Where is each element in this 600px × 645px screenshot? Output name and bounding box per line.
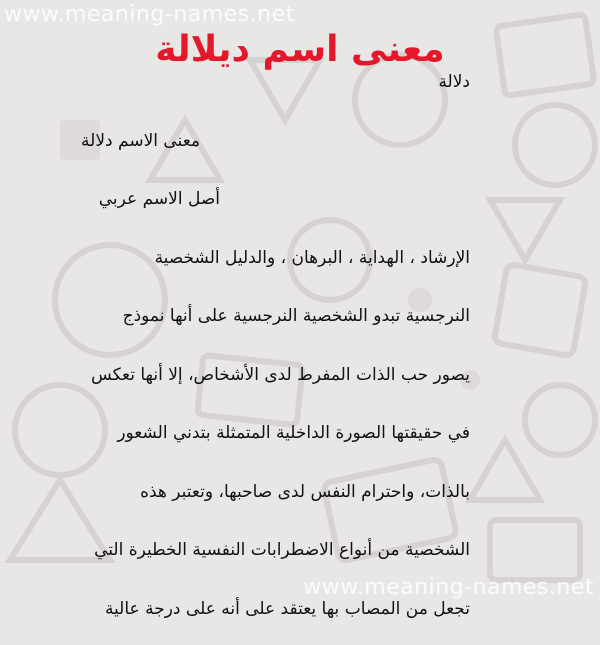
text-line-4: الإرشاد ، الهداية ، البرهان ، والدليل الشخصية	[30, 236, 470, 295]
text-line-7: في حقيقتها الصورة الداخلية المتمثلة بتدني الشعور	[30, 411, 470, 470]
text-line-9: الشخصية من أنواع الاضطرابات النفسية الخطيرة التي	[30, 528, 470, 587]
page-title: معنى اسم ديلالة	[0, 26, 600, 74]
text-line-10: تجعل من المصاب بها يعتقد على أنه على درجة عالية	[30, 587, 470, 645]
text-line-origin: أصل الاسم عربي	[30, 177, 470, 236]
watermark-top: www.meaning-names.net	[4, 2, 295, 27]
article-text	[30, 60, 470, 645]
watermark-bottom: www.meaning-names.net	[303, 575, 594, 600]
text-line-5: النرجسية تبدو الشخصية النرجسية على أنها نموذج	[30, 294, 470, 353]
text-line-8: بالذات، واحترام النفس لدى صاحبها، وتعتبر هذه	[30, 470, 470, 529]
text-line-name: دلالة	[30, 60, 470, 119]
text-line-6: يصور حب الذات المفرط لدى الأشخاص، إلا أنها تعكس	[30, 353, 470, 412]
text-line-meaning: معنى الاسم دلالة	[30, 119, 470, 178]
